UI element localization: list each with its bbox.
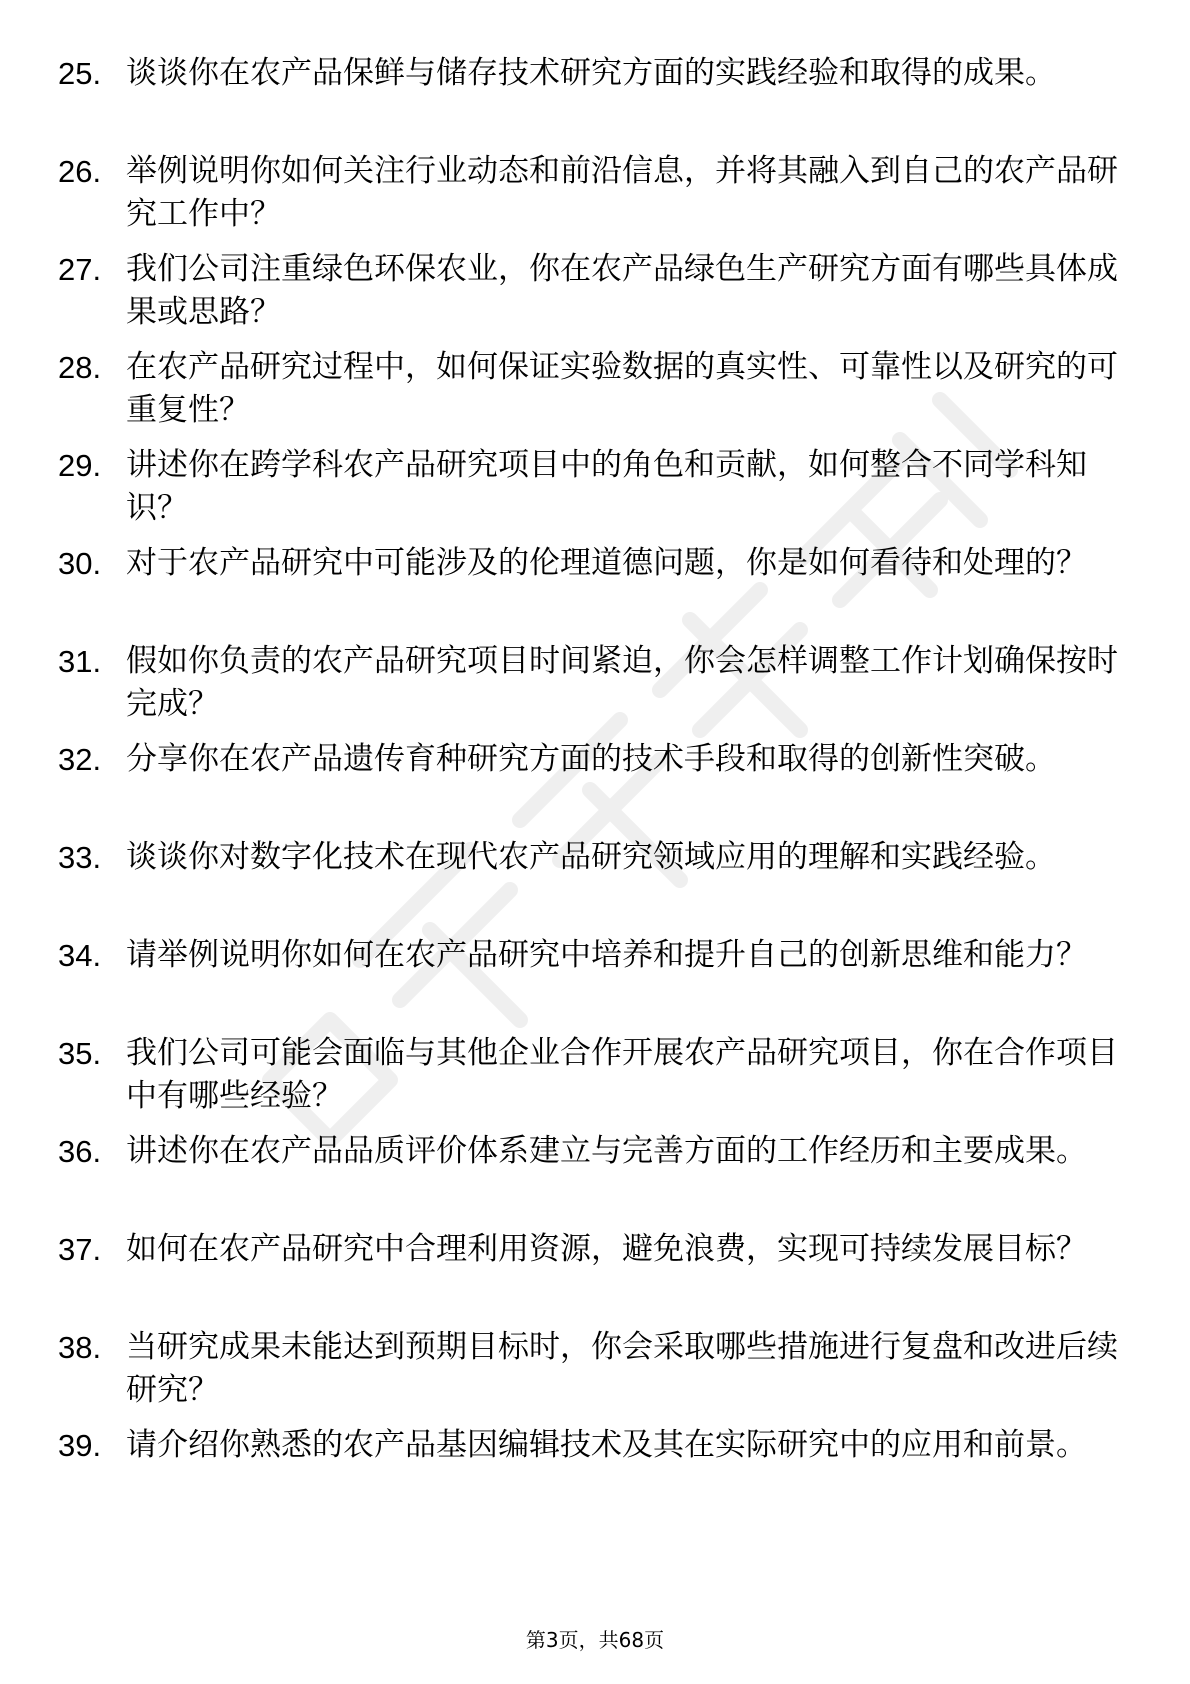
question-text: 分享你在农产品遗传育种研究方面的技术手段和取得的创新性突破。 [126,741,1056,777]
question-number: 29. [58,448,102,483]
question-text: 请介绍你熟悉的农产品基因编辑技术及其在实际研究中的应用和前景。 [126,1427,1087,1463]
question-item [58,1130,1118,1228]
question-number: 35. [58,1036,102,1071]
question-text: 我们公司可能会面临与其他企业合作开展农产品研究项目，你在合作项目中有哪些经验？ [126,1035,1118,1114]
question-item [58,444,1118,542]
question-text: 在农产品研究过程中，如何保证实验数据的真实性、可靠性以及研究的可重复性？ [126,349,1118,428]
question-item [58,836,1118,934]
question-list [58,52,1118,1522]
question-item [58,1326,1118,1424]
question-text: 谈谈你在农产品保鲜与储存技术研究方面的实践经验和取得的成果。 [126,55,1056,91]
question-number: 33. [58,840,102,875]
question-item [58,934,1118,1032]
question-number: 31. [58,644,102,679]
question-text: 讲述你在农产品品质评价体系建立与完善方面的工作经历和主要成果。 [126,1133,1087,1169]
question-item [58,738,1118,836]
question-number: 34. [58,938,102,973]
question-text: 当研究成果未能达到预期目标时，你会采取哪些措施进行复盘和改进后续研究？ [126,1329,1118,1408]
question-number: 27. [58,252,102,287]
question-number: 32. [58,742,102,777]
question-number: 25. [58,56,102,91]
question-item [58,1032,1118,1130]
question-text: 假如你负责的农产品研究项目时间紧迫，你会怎样调整工作计划确保按时完成？ [126,643,1118,722]
question-number: 36. [58,1134,102,1169]
question-item [58,1424,1118,1522]
question-item [58,346,1118,444]
question-item [58,52,1118,150]
question-number: 28. [58,350,102,385]
question-text: 我们公司注重绿色环保农业，你在农产品绿色生产研究方面有哪些具体成果或思路？ [126,251,1118,330]
question-text: 如何在农产品研究中合理利用资源，避免浪费，实现可持续发展目标？ [126,1231,1087,1267]
question-text: 请举例说明你如何在农产品研究中培养和提升自己的创新思维和能力？ [126,937,1087,973]
question-item [58,248,1118,346]
question-text: 谈谈你对数字化技术在现代农产品研究领域应用的理解和实践经验。 [126,839,1056,875]
question-number: 26. [58,154,102,189]
question-number: 39. [58,1428,102,1463]
question-item [58,542,1118,640]
question-item [58,1228,1118,1326]
question-text: 讲述你在跨学科农产品研究项目中的角色和贡献，如何整合不同学科知识？ [126,447,1087,526]
question-number: 37. [58,1232,102,1267]
question-item [58,640,1118,738]
question-text: 对于农产品研究中可能涉及的伦理道德问题，你是如何看待和处理的？ [126,545,1087,581]
question-number: 30. [58,546,102,581]
question-item [58,150,1118,248]
question-number: 38. [58,1330,102,1365]
question-text: 举例说明你如何关注行业动态和前沿信息，并将其融入到自己的农产品研究工作中？ [126,153,1118,232]
page-footer: 第3页，共68页 [525,1628,665,1652]
